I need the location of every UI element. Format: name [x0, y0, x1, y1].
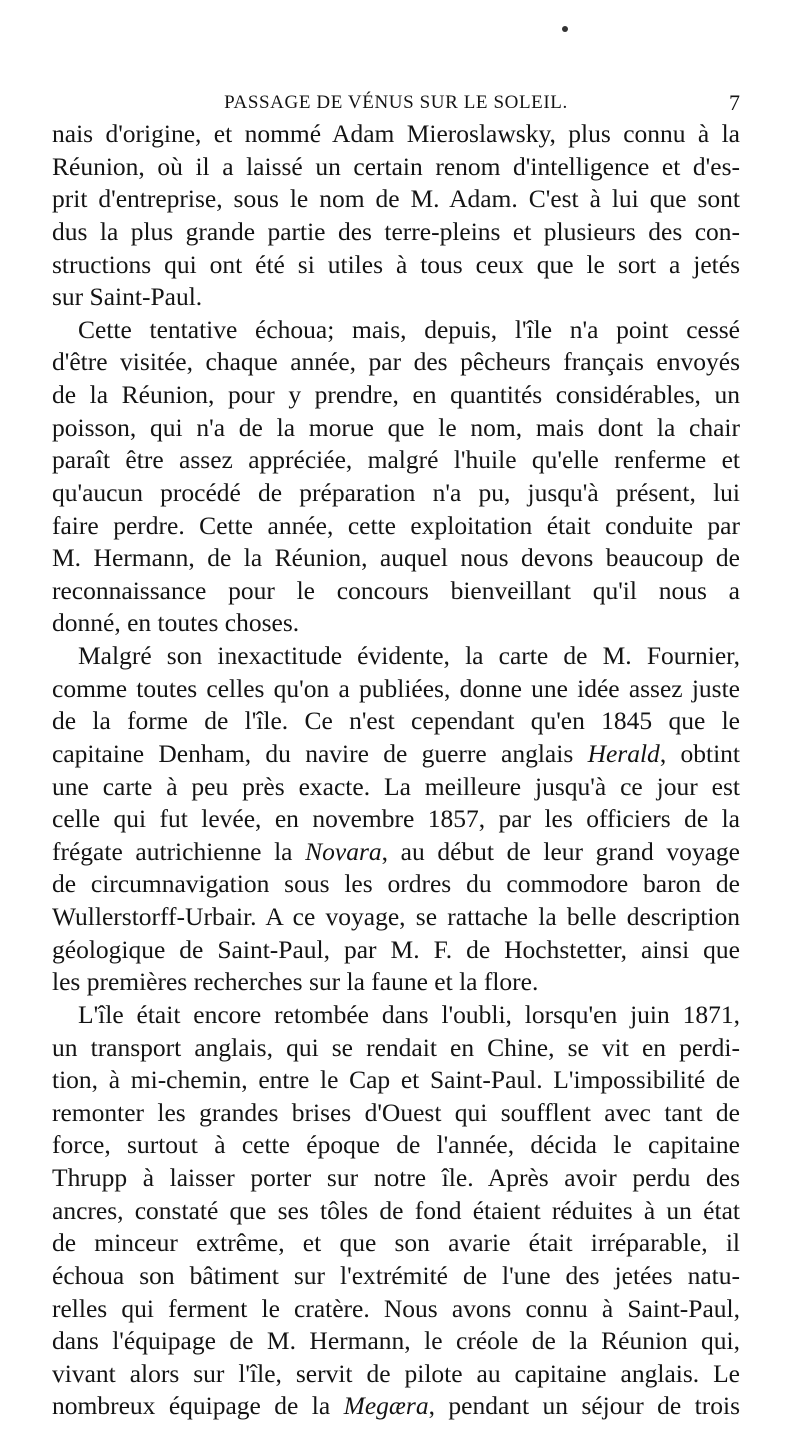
body-text [52, 118, 740, 1423]
text-line [52, 738, 740, 771]
text-line: géologique de Saint-Paul, par M. F. de Hochstetter, ainsi que [52, 934, 740, 964]
text-line: échoua son bâtiment sur l'extrémité de l'une des jetées natu- [52, 1260, 740, 1290]
text-line: comme toutes celles qu'on a publiées, donne une idée assez juste [52, 673, 740, 703]
paragraph-start: Malgré son inexactitude évidente, la carte de M. Fournier, [78, 641, 740, 670]
ship-name-megaera: Megæra [343, 1391, 429, 1421]
text-line: tion, à mi-chemin, entre le Cap et Saint-Paul. L'impossibilité de [52, 1065, 740, 1095]
paragraph-start: L'île était encore retombée dans l'oubli, lorsqu'en juin 1871, [78, 999, 740, 1029]
text-line: force, surtout à cette époque de l'année, décida le capitaine [52, 1130, 740, 1160]
text-line: qu'aucun procédé de préparation n'a pu, jusqu'à présent, lui [52, 477, 740, 507]
text-line: paraît être assez appréciée, malgré l'huile qu'elle renferme et [52, 445, 740, 475]
text-line: reconnaissance pour le concours bienveillant qu'il nous a [52, 575, 740, 605]
page-number: 7 [729, 90, 740, 115]
page-header [52, 90, 740, 118]
running-title: PASSAGE DE VÉNUS SUR LE SOLEIL. [224, 92, 568, 113]
text-run: frégate autrichienne la [52, 836, 293, 866]
ink-speck [562, 26, 568, 32]
text-line: remonter les grandes brises d'Ouest qui soufflent avec tant de [52, 1097, 740, 1127]
text-line: poisson, qui n'a de la morue que le nom, mais dont la chair [52, 412, 740, 442]
text-line [52, 1390, 740, 1423]
text-line: Wullerstorff-Urbair. A ce voyage, se rattache la belle description [52, 902, 740, 931]
text-line: relles qui ferment le cratère. Nous avons connu à Saint-Paul, [52, 1293, 740, 1323]
text-line: faire perdre. Cette année, cette exploitation était conduite par [52, 510, 740, 540]
text-line: de circumnavigation sous les ordres du commodore baron de [52, 869, 740, 899]
text-line: nais d'origine, et nommé Adam Mieroslawsky, plus connu à la [52, 119, 740, 148]
text-line: Réunion, où il a laissé un certain renom d'intelligence et d'es- [52, 151, 740, 181]
text-line: Thrupp à laisser porter sur notre île. Après avoir perdu des [52, 1163, 740, 1192]
text-line: d'être visitée, chaque année, par des pêcheurs français envoyés [52, 347, 740, 377]
text-run: , obtint [659, 738, 740, 768]
text-line: une carte à peu près exacte. La meilleure jusqu'à ce jour est [52, 771, 740, 801]
text-line [52, 836, 740, 869]
text-run: nombreux équipage de la [52, 1391, 331, 1421]
text-line: structions qui ont été si utiles à tous ceux que le sort a jetés [52, 249, 740, 279]
text-line: vivant alors sur l'île, servit de pilote au capitaine anglais. Le [52, 1358, 740, 1388]
text-run: , pendant un séjour de trois [428, 1391, 740, 1421]
text-line: sur Saint-Paul. [52, 282, 203, 312]
ship-name-novara: Novara [305, 836, 382, 866]
ship-name-herald: Herald [587, 738, 660, 768]
text-line: de la forme de l'île. Ce n'est cependant qu'en 1845 que le [52, 706, 740, 736]
text-line: de minceur extrême, et que son avarie était irréparable, il [52, 1228, 740, 1258]
text-line: de la Réunion, pour y prendre, en quantités considérables, un [52, 380, 740, 409]
text-line: M. Hermann, de la Réunion, auquel nous devons beaucoup de [52, 543, 740, 573]
text-run: , au début de leur grand voyage [381, 836, 740, 866]
text-line: les premières recherches sur la faune et la flore. [52, 967, 539, 997]
text-line: celle qui fut levée, en novembre 1857, par les officiers de la [52, 804, 740, 834]
text-line: dans l'équipage de M. Hermann, le créole de la Réunion qui, [52, 1326, 740, 1356]
paragraph-start: Cette tentative échoua; mais, depuis, l'île n'a point cessé [78, 314, 740, 344]
text-line: un transport anglais, qui se rendait en Chine, se vit en perdi- [52, 1032, 740, 1062]
text-line: donné, en toutes choses. [52, 608, 300, 638]
text-line: ancres, constaté que ses tôles de fond étaient réduites à un état [52, 1195, 740, 1225]
text-run: capitaine Denham, du navire de guerre anglais [52, 738, 574, 768]
text-line: prit d'entreprise, sous le nom de M. Adam. C'est à lui que sont [52, 184, 740, 214]
text-line: dus la plus grande partie des terre-pleins et plusieurs des con- [52, 216, 740, 246]
